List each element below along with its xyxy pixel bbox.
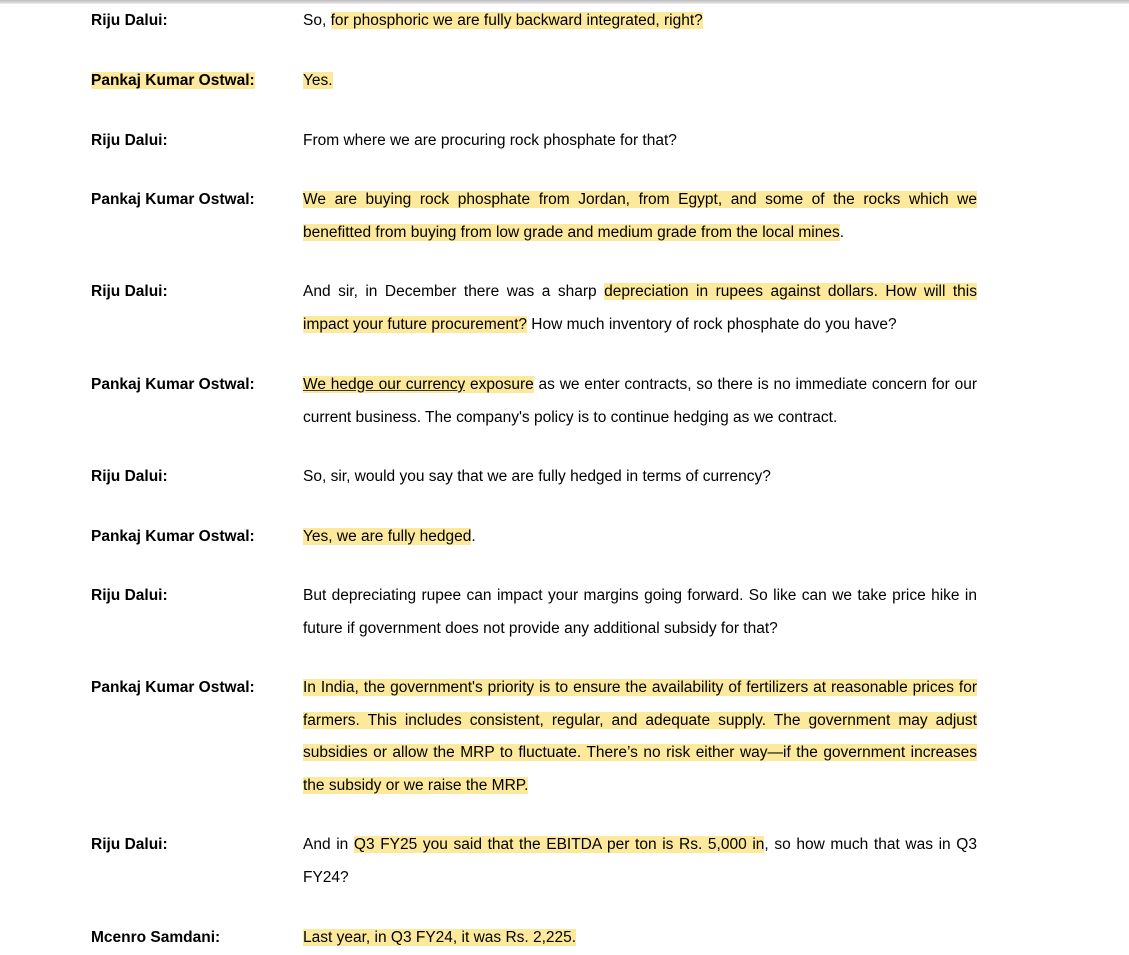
speaker-name: Riju Dalui: — [91, 587, 168, 604]
speech-text — [303, 276, 977, 341]
highlighted-text: for phosphoric we are fully backward integrated, right? — [330, 12, 703, 29]
speech-text — [303, 5, 977, 38]
speaker-name: Riju Dalui: — [91, 12, 168, 29]
highlighted-text: Yes, we are fully hedged — [303, 528, 472, 545]
highlighted-text: Last year, in Q3 FY24, it was Rs. 2,225. — [303, 929, 577, 946]
speech-segment: So, sir, would you say that we are fully hedged in terms of currency? — [303, 468, 771, 485]
speaker-name: Riju Dalui: — [91, 132, 168, 149]
speaker-name: Pankaj Kumar Ostwal: — [91, 376, 255, 393]
highlighted-text: Yes. — [303, 72, 333, 89]
speaker-name: Riju Dalui: — [91, 468, 168, 485]
page-top-border — [0, 0, 1129, 4]
highlighted-text: exposure — [465, 376, 534, 393]
speech-segment: . — [839, 223, 845, 241]
speech-segment: But depreciating rupee can impact your margins going forward. So like can we take price hike in future if government does not provide any additional subsidy for that? — [303, 587, 977, 637]
highlighted-text: depreciation in rupees against dollars. How will this impact your future procurement? — [303, 283, 977, 333]
speaker-name: Riju Dalui: — [91, 283, 168, 300]
speech-text — [303, 184, 977, 249]
speaker-name: Pankaj Kumar Ostwal: — [91, 528, 255, 545]
speech-text — [303, 580, 977, 645]
speech-segment: And in — [303, 836, 354, 853]
speech-segment: From where we are procuring rock phosphate for that? — [303, 132, 677, 149]
speech-text — [303, 65, 977, 98]
speech-segment: So, — [303, 12, 331, 29]
highlighted-text: We hedge our currency — [303, 376, 466, 393]
speaker-name: Pankaj Kumar Ostwal: — [91, 72, 255, 89]
speaker-name: Pankaj Kumar Ostwal: — [91, 679, 255, 696]
speech-segment: How much inventory of rock phosphate do you have? — [527, 315, 897, 333]
speech-segment: as we enter contracts, so there is no immediate concern for our current business. The company's policy is to continue hedging as we contract. — [303, 376, 978, 426]
speech-text — [303, 369, 977, 434]
speech-text — [303, 829, 977, 894]
speech-segment: , so how much that was in Q3 FY24? — [303, 836, 977, 886]
speech-text — [303, 521, 977, 554]
speaker-name: Pankaj Kumar Ostwal: — [91, 191, 255, 208]
speech-segment: And sir, in December there was a sharp — [303, 283, 605, 300]
highlighted-text: Q3 FY25 you said that the EBITDA per ton is Rs. 5,000 in — [353, 836, 765, 853]
highlighted-text: In India, the government's priority is to ensure the availability of fertilizers at reasonable prices for farmers. This includes consistent, regular, and adequate supply. The government may adjust subsidies or allow the MRP to fluctuate. There’s no risk either way—if the government increases the subsidy or we raise the MRP. — [303, 679, 977, 794]
speech-text — [303, 125, 977, 158]
speaker-name: Riju Dalui: — [91, 836, 168, 853]
speech-segment: . — [471, 528, 476, 545]
highlighted-text: We are buying rock phosphate from Jordan, from Egypt, and some of the rocks which we benefitted from buying from low grade and medium grade from the local mines — [303, 191, 977, 241]
speech-text — [303, 672, 977, 802]
speech-text — [303, 461, 977, 494]
speech-text — [303, 922, 977, 955]
speaker-name: Mcenro Samdani: — [91, 929, 221, 946]
